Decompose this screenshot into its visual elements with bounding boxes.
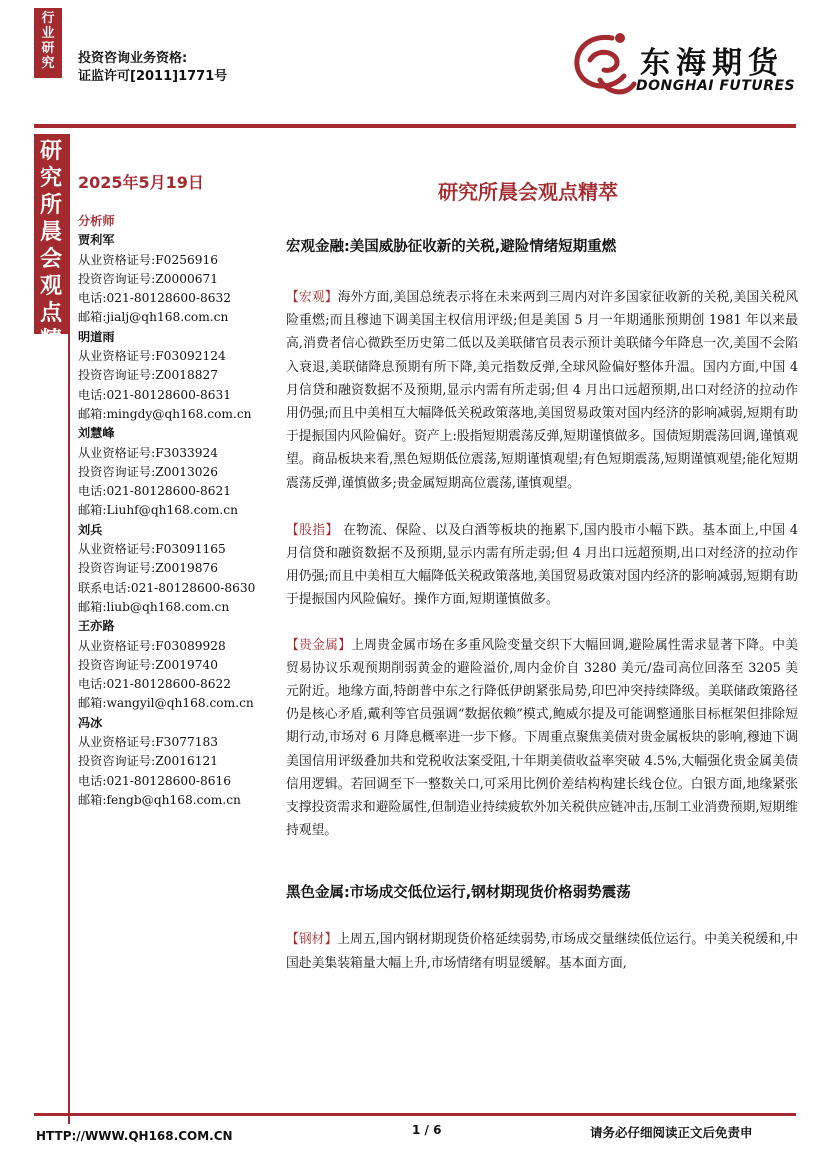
analyst-entry — [78, 521, 278, 617]
main-content — [286, 236, 798, 975]
steel-paragraph — [286, 928, 798, 974]
analyst-name: 冯冰 — [78, 715, 103, 730]
analyst-name: 明道雨 — [78, 329, 115, 344]
analyst-name: 刘慧峰 — [78, 426, 115, 441]
analyst-entry — [78, 714, 278, 810]
sidebar-title: 研究所晨会观点精萃 — [39, 139, 62, 380]
analyst-name: 刘兵 — [78, 522, 103, 537]
analyst-email[interactable]: 邮箱:mingdy@qh168.com.cn — [78, 406, 252, 421]
report-date: 2025年5月19日 — [78, 173, 204, 192]
analyst-consult-license: 投资咨询证号:Z0016121 — [78, 754, 218, 769]
analyst-email[interactable]: 邮箱:liub@qh168.com.cn — [78, 599, 230, 614]
analyst-license: 从业资格证号:F03092124 — [78, 349, 226, 364]
footer-divider — [34, 1113, 796, 1116]
steel-text: 上周五,国内钢材期现货价格延续弱势,市场成交量继续低位运行。中美关税缓和,中国赴美集装箱量大幅上升,市场情绪有明显缓解。基本面方面, — [286, 932, 798, 971]
metal-paragraph — [286, 634, 798, 843]
analyst-email[interactable]: 邮箱:wangyil@qh168.com.cn — [78, 696, 254, 711]
footer-url-link[interactable]: HTTP://WWW.QH168.COM.CN — [36, 1129, 233, 1143]
analyst-entry — [78, 424, 278, 520]
analyst-phone: 电话:021-80128600-8632 — [78, 291, 232, 306]
analyst-entry — [78, 617, 278, 713]
analyst-phone: 电话:021-80128600-8616 — [78, 773, 232, 788]
analyst-phone: 电话:021-80128600-8621 — [78, 484, 232, 499]
index-tag: 【股指】 — [286, 522, 339, 538]
metal-tag: 【贵金属】 — [286, 637, 352, 653]
disclaimer-note: 请务必仔细阅读正文后免责申 — [590, 1125, 753, 1140]
logo-english-name: DONGHAI FUTURES — [636, 78, 796, 94]
qualification-line-1: 投资咨询业务资格: — [78, 51, 188, 66]
analyst-heading: 分析师 — [78, 214, 115, 228]
analyst-list — [78, 212, 278, 810]
qualification — [78, 50, 227, 86]
analyst-name: 贾利军 — [78, 233, 115, 248]
sidebar-rule — [68, 134, 70, 1124]
report-type-tag: 行业研究 — [41, 11, 55, 71]
metal-text: 上周贵金属市场在多重风险变量交织下大幅回调,避险属性需求显著下降。中美贸易协议乐观预期削弱黄金的避险溢价,周内金价自 3280 美元/盎司高位回落至 3205 美元附近。地缘方面,特朗普中东之行降低伊朗紧张局势,印巴冲突持续降级。美联储政策路径仍是核心矛盾,戴利等官员强调“数据依赖”模式,鲍威尔提及可能调整通胀目标框架但排除短期行动,市场对 6 月降息概率进一步下修。下周重点聚焦美债对贵金属板块的影响,穆迪下调美国信用评级叠加共和党税收法案受阻,十年期美债收益率突破 4.5%,大幅强化贵金属美债信用逻辑。若回调至下一整数关口,可采用比例价差结构构建长线仓位。白银方面,地缘紧张支撑投资需求和避险属性,但制造业持续疲软外加关税供应链冲击,压制工业消费预期,短期维持观望。 — [286, 637, 798, 839]
analyst-license: 从业资格证号:F0256916 — [78, 252, 218, 267]
analyst-consult-license: 投资咨询证号:Z0018827 — [78, 368, 218, 383]
analyst-entry — [78, 231, 278, 327]
analyst-license: 从业资格证号:F3033924 — [78, 445, 218, 460]
analyst-name: 王亦路 — [78, 619, 115, 634]
steel-tag: 【钢材】 — [286, 932, 338, 948]
macro-heading: 宏观金融:美国威胁征收新的关税,避险情绪短期重燃 — [286, 239, 617, 255]
analyst-consult-license: 投资咨询证号:Z0019876 — [78, 561, 218, 576]
page-title: 研究所晨会观点精萃 — [438, 180, 618, 204]
analyst-phone: 电话:021-80128600-8622 — [78, 677, 232, 692]
index-text: 在物流、保险、以及白酒等板块的拖累下,国内股市小幅下跌。基本面上,中国 4 月信贷和融资数据不及预期,显示内需有所走弱;但 4 月出口远超预期,出口对经济的拉动作用仍强;而且中美相互大幅降低关税政策落地,美国贸易政策对国内经济的影响减弱,短期有助于提振国内风险偏好。操作方面,短期谨慎做多。 — [286, 522, 798, 608]
header-divider — [34, 124, 796, 128]
logo-chinese-name: 东海期货 — [640, 46, 784, 81]
analyst-consult-license: 投资咨询证号:Z0019740 — [78, 657, 218, 672]
analyst-email[interactable]: 邮箱:fengb@qh168.com.cn — [78, 792, 241, 807]
analyst-license: 从业资格证号:F3077183 — [78, 735, 218, 750]
qualification-line-2: 证监许可[2011]1771号 — [78, 69, 228, 84]
analyst-phone: 电话:021-80128600-8631 — [78, 387, 232, 402]
analyst-consult-license: 投资咨询证号:Z0013026 — [78, 464, 218, 479]
black-metals-heading: 黑色金属:市场成交低位运行,钢材期现货价格弱势震荡 — [286, 885, 631, 902]
index-paragraph — [286, 519, 798, 612]
analyst-entry — [78, 328, 278, 424]
page-number: 1 / 6 — [412, 1123, 442, 1137]
macro-paragraph — [286, 286, 798, 495]
analyst-consult-license: 投资咨询证号:Z0000671 — [78, 271, 218, 286]
analyst-email[interactable]: 邮箱:jialj@qh168.com.cn — [78, 310, 229, 325]
analyst-email[interactable]: 邮箱:Liuhf@qh168.com.cn — [78, 503, 238, 518]
analyst-license: 从业资格证号:F03091165 — [78, 542, 226, 557]
macro-text: 海外方面,美国总统表示将在未来两到三周内对许多国家征收新的关税,美国关税风险重燃;而且穆迪下调美国主权信用评级;但是美国 5 月一年期通胀预期创 1981 年以来最高,消费者信心微跌至历史第二低以及美联储官员表示预计美联储今年降息一次,美国不会陷入衰退,美联储降息预期有所下降,美元指数反弹,全球风险偏好整体升温。国内方面,中国 4 月信贷和融资数据不及预期,显示内需有所走弱;但 4 月出口远超预期,出口对经济的拉动作用仍强;而且中美相互大幅降低关税政策落地,美国贸易政策对国内经济的影响减弱,短期有助于提振国内风险偏好。资产上:股指短期震荡反弹,短期谨慎做多。国债短期震荡回调,谨慎观望。商品板块来看,黑色短期低位震荡,短期谨慎观望;有色短期震荡,短期谨慎观望;能化短期震荡反弹,谨慎做多;贵金属短期高位震荡,谨慎观望。 — [286, 290, 799, 491]
macro-tag: 【宏观】 — [286, 290, 338, 305]
analyst-phone: 联系电话:021-80128600-8630 — [78, 580, 256, 595]
analyst-license: 从业资格证号:F03089928 — [78, 638, 226, 653]
